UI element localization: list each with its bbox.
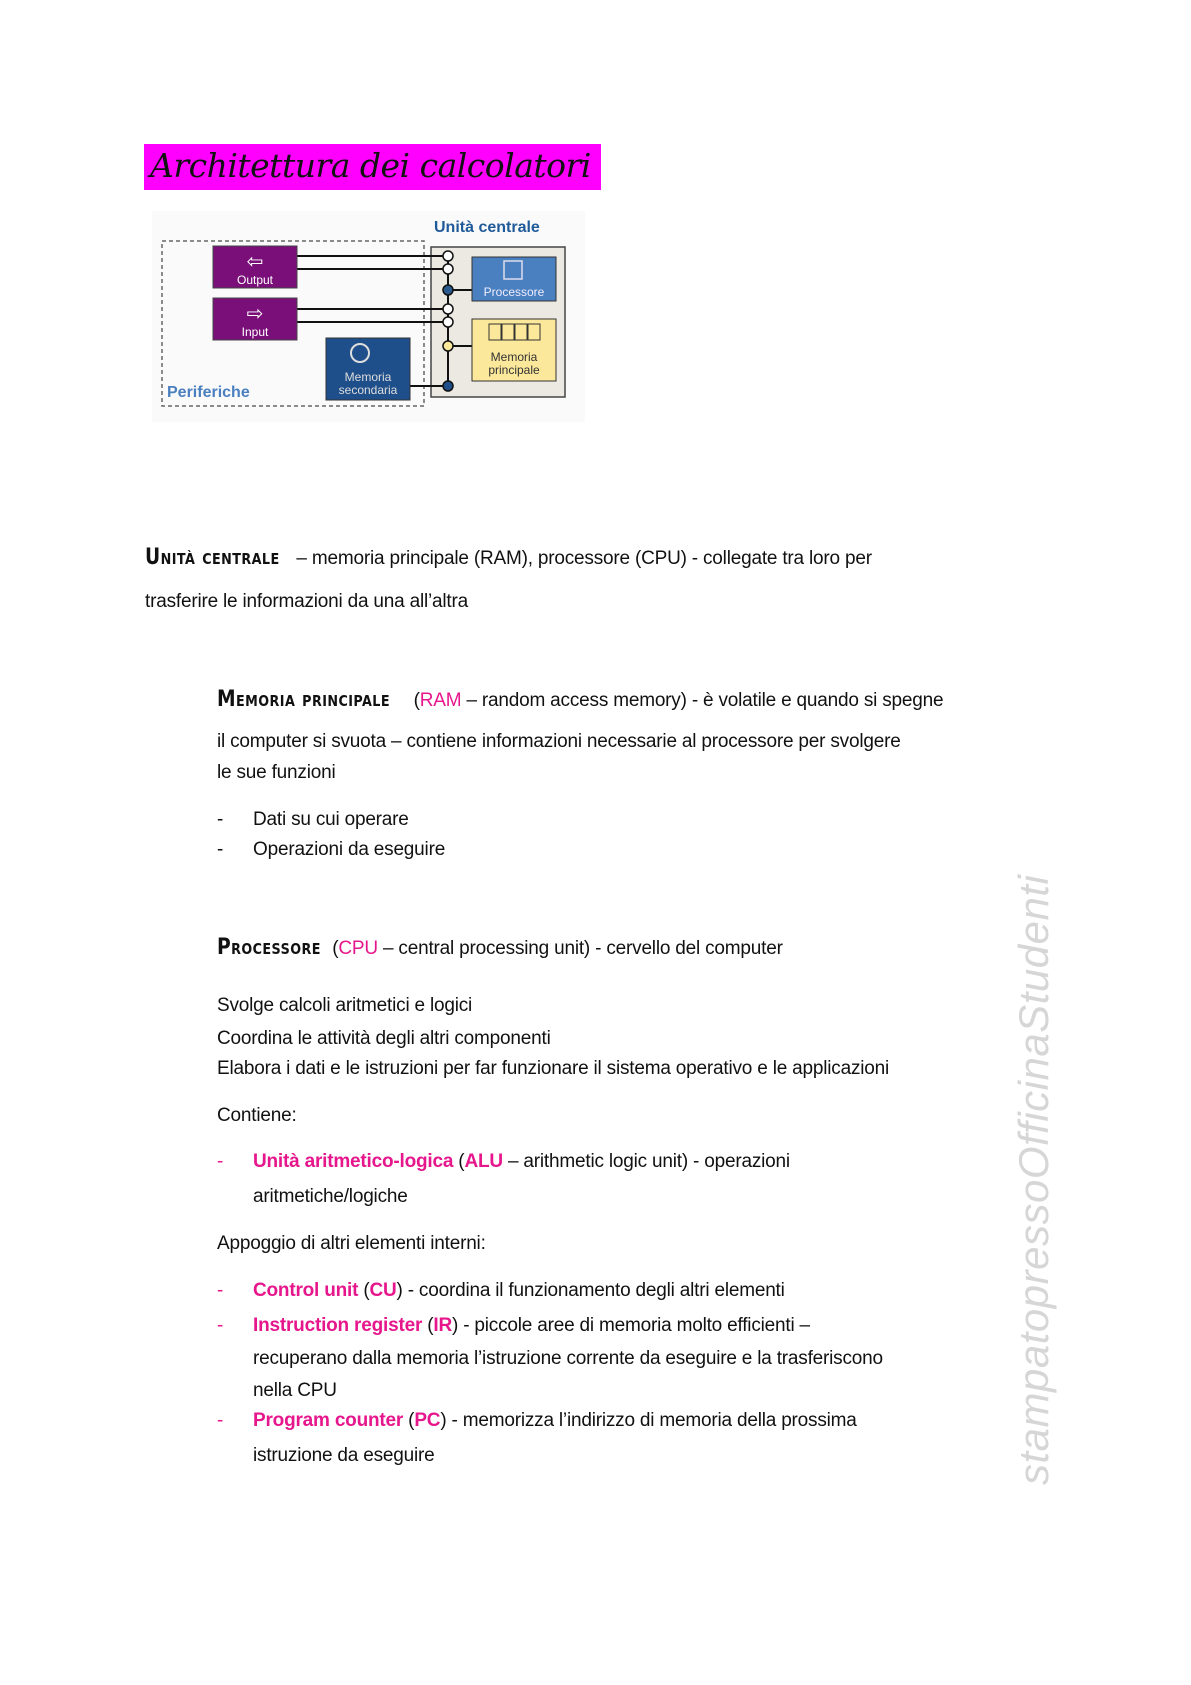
page-title-text: Architettura dei calcolatori (150, 146, 591, 185)
term: Instruction register (253, 1315, 423, 1336)
processore-line: Svolge calcoli aritmetici e logici (217, 995, 473, 1016)
term: Program counter (253, 1410, 404, 1431)
memoria-principale-line3: le sue funzioni (217, 762, 336, 783)
text: – memoria principale (RAM), processore (CPU) - collegate tra loro per (291, 548, 872, 569)
svg-text:principale: principale (488, 363, 540, 377)
term: Control unit (253, 1280, 359, 1301)
bullet: - (217, 809, 224, 830)
list-item (217, 838, 445, 862)
text: ) - memorizza l’indirizzo di memoria della prossima (440, 1410, 857, 1431)
processore-line: Coordina le attività degli altri componenti (217, 1028, 551, 1049)
pc-continuation: istruzione da eseguire (253, 1445, 435, 1466)
text: ( (403, 1410, 415, 1431)
list-item-alu (217, 1150, 790, 1174)
unita-centrale-line1 (145, 546, 872, 571)
contiene-label: Contiene: (217, 1105, 297, 1126)
text: Operazioni da eseguire (253, 839, 446, 860)
watermark: stampatopressoOfficinaStudenti (1010, 874, 1057, 1485)
ir-continuation: recuperano dalla memoria l’istruzione corrente da eseguire e la trasferiscono (253, 1348, 883, 1369)
text: ) - coordina il funzionamento degli altri elementi (396, 1280, 785, 1301)
appoggio-label: Appoggio di altri elementi interni: (217, 1233, 486, 1254)
text: – random access memory) - è volatile e quando si spegne (461, 690, 944, 711)
output-icon: ⇦ (246, 251, 264, 273)
acronym: CU (369, 1280, 397, 1301)
text: ( (453, 1151, 465, 1172)
processore-line: Elabora i dati e le istruzioni per far funzionare il sistema operativo e le applicazioni (217, 1058, 890, 1079)
page-title (144, 144, 601, 190)
acronym: ALU (464, 1151, 503, 1172)
unita-centrale-line2: trasferire le informazioni da una all’altra (145, 591, 469, 612)
section-heading: Unità centrale (145, 545, 280, 570)
alu-continuation: aritmetiche/logiche (253, 1186, 408, 1207)
architecture-diagram (152, 211, 585, 422)
text: – central processing unit) - cervello del computer (377, 938, 783, 959)
periferiche-label: Periferiche (167, 384, 250, 401)
list-item (217, 808, 409, 832)
term: Unità aritmetico-logica (253, 1151, 454, 1172)
text: – arithmetic logic unit) - operazioni (502, 1151, 790, 1172)
bullet: - (217, 1315, 224, 1336)
acronym: IR (433, 1315, 452, 1336)
acronym: CPU (338, 938, 378, 959)
text: ( (327, 938, 339, 959)
svg-text:Memoria: Memoria (490, 350, 538, 364)
acronym: RAM (419, 690, 462, 711)
bullet: - (217, 839, 224, 860)
text: ) - piccole aree di memoria molto efficienti – (451, 1315, 810, 1336)
list-item-pc (217, 1409, 857, 1433)
section-heading: Processore (217, 935, 321, 960)
bullet: - (217, 1410, 224, 1431)
output-label: Output (236, 273, 274, 287)
text: Dati su cui operare (253, 809, 409, 830)
memoria-principale-line2: il computer si svuota – contiene informazioni necessarie al processore per svolgere (217, 731, 901, 752)
input-icon: ⇨ (246, 303, 264, 325)
list-item-cu (217, 1279, 785, 1303)
unita-centrale-label: Unità centrale (434, 219, 540, 236)
bullet: - (217, 1151, 224, 1172)
section-heading: Memoria principale (217, 687, 390, 712)
svg-text:Memoria: Memoria (344, 370, 392, 384)
input-label: Input (241, 325, 269, 339)
svg-text:secondaria: secondaria (338, 383, 398, 397)
text: ( (408, 690, 420, 711)
list-item-ir (217, 1314, 810, 1338)
bullet: - (217, 1280, 224, 1301)
acronym: PC (414, 1410, 441, 1431)
memoria-principale-line1 (217, 688, 943, 713)
processore-line1 (217, 936, 783, 961)
ir-continuation: nella CPU (253, 1380, 337, 1401)
text: ( (358, 1280, 370, 1301)
text: ( (422, 1315, 434, 1336)
svg-text:Processore: Processore (483, 285, 545, 299)
